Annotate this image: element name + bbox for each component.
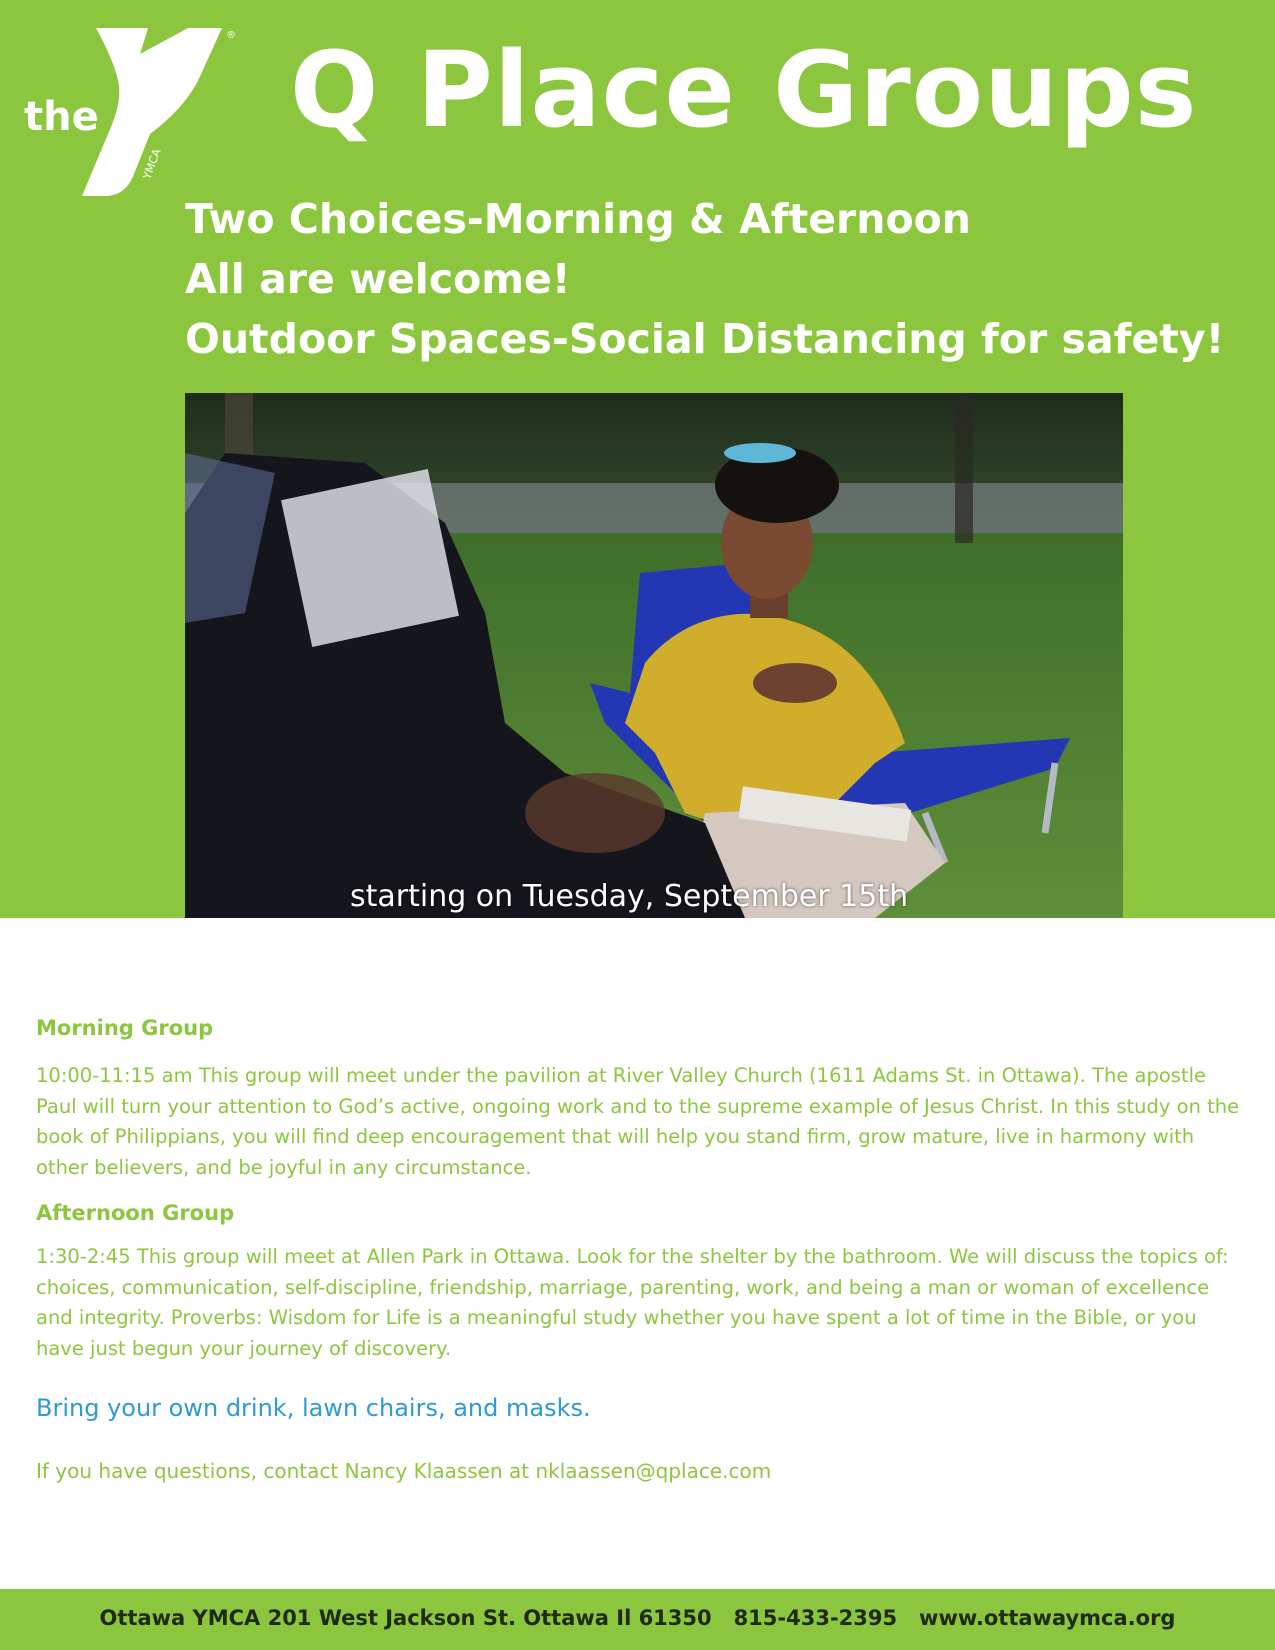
- footer-address: Ottawa YMCA 201 West Jackson St. Ottawa Il 61350 815-433-2395 www.ottawaymca.org: [99, 1606, 1176, 1630]
- tagline-welcome: All are welcome!: [185, 255, 571, 303]
- start-date-caption: starting on Tuesday, September 15th: [350, 879, 909, 914]
- logo-ymca-text: YMCA: [140, 147, 164, 182]
- sunglasses: [724, 443, 796, 463]
- registered-mark: ®: [226, 30, 236, 41]
- hands: [753, 663, 837, 703]
- papers: [281, 469, 459, 647]
- afternoon-group-description: 1:30-2:45 This group will meet at Allen Park in Ottawa. Look for the shelter by the bathroom. We will discuss the topics of: choices, communication, self-discipline, friendship, marriage, parenting, work, and being a man or woman of excellence and integrity. Proverbs: Wisdom for Life is a meaningful study whether you have spent a lot of time in the Bible, or you have just begun your journey of discovery.: [36, 1245, 1229, 1360]
- logo-the-word: the: [24, 94, 99, 140]
- page-title: Q Place Groups: [290, 29, 1198, 151]
- bring-supplies-note: Bring your own drink, lawn chairs, and masks.: [36, 1394, 591, 1422]
- contact-note: If you have questions, contact Nancy Klaassen at nklaassen@qplace.com: [36, 1459, 772, 1483]
- tree-trunk: [955, 393, 973, 543]
- ymca-logo: [22, 24, 244, 200]
- group-photo: [185, 393, 1123, 918]
- tagline-choices: Two Choices-Morning & Afternoon: [185, 195, 971, 243]
- morning-group-description: 10:00-11:15 am This group will meet under the pavilion at River Valley Church (1611 Adams St. in Ottawa). The apostle Paul will turn your attention to God’s active, ongoing work and to the supreme example of Jesus Christ. In this study on the book of Philippians, you will find deep encouragement that will help you stand firm, grow mature, live in harmony with other believers, and be joyful in any circumstance.: [36, 1064, 1240, 1179]
- tagline-outdoor: Outdoor Spaces-Social Distancing for safety!: [185, 315, 1225, 363]
- photo-illustration: [185, 393, 1123, 918]
- morning-group-heading: Morning Group: [36, 1016, 214, 1040]
- footer-bar: [0, 1589, 1275, 1650]
- afternoon-group-heading: Afternoon Group: [36, 1201, 235, 1225]
- foreground-hand: [525, 773, 665, 853]
